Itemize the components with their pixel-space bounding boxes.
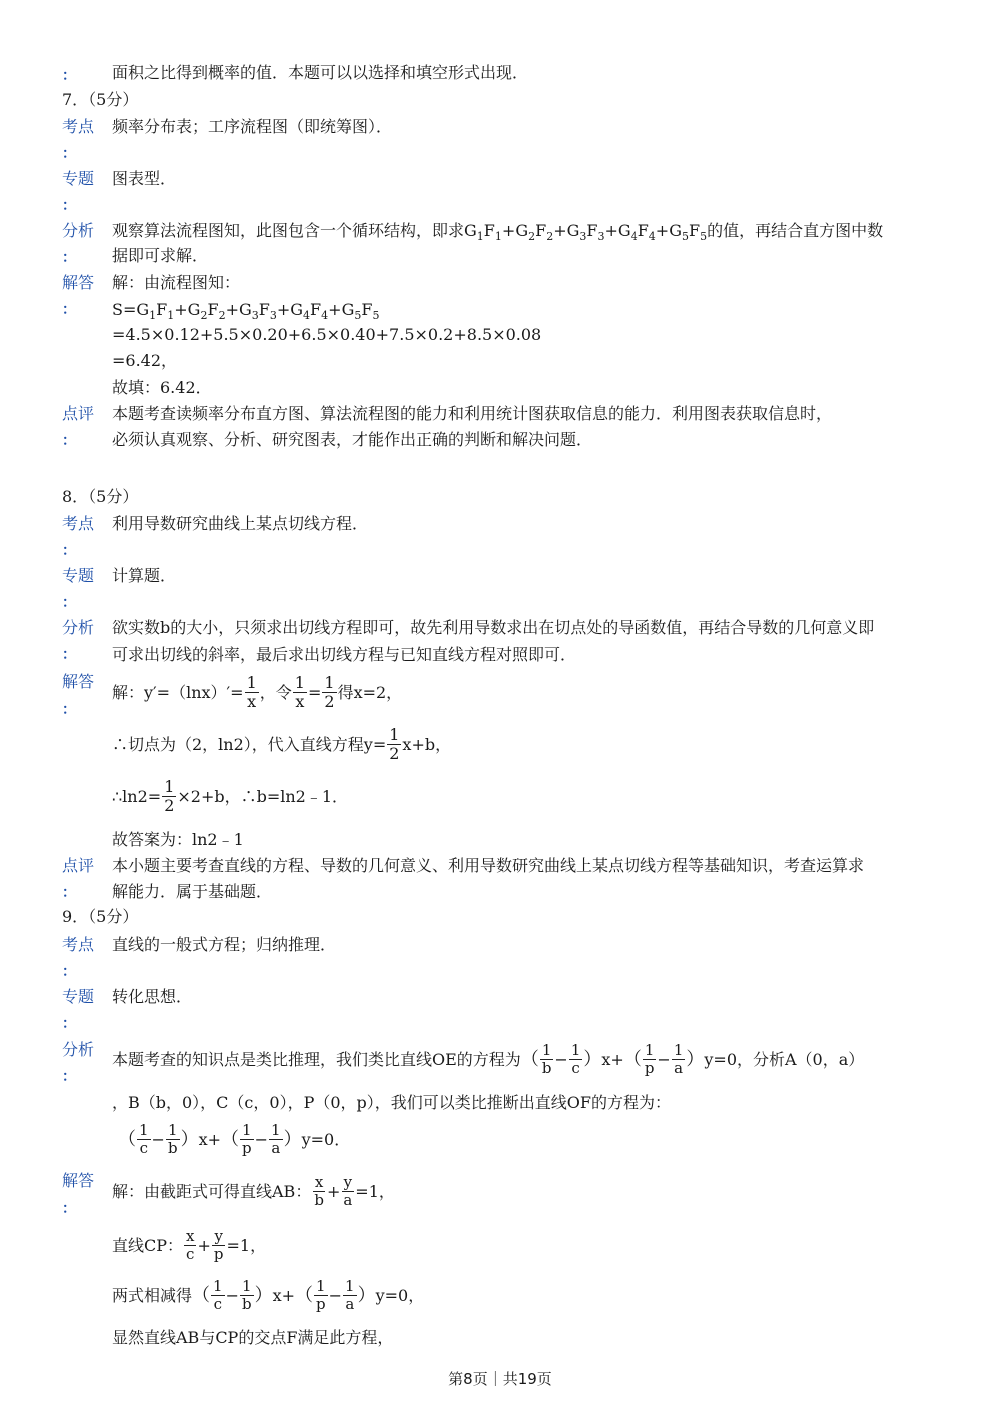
label-colon: ： bbox=[62, 1201, 76, 1217]
q9-jieda-line3: 两式相减得 （ $\frac{1}{c}$ − $\frac{1}{b}$ ） x+ （ $\frac{1}{p}$ − $\frac{1}{a}$ ） y=0， bbox=[112, 1277, 425, 1313]
q8-dianping-line1: 本小题主要考查直线的方程、导数的几何意义、利用导数研究曲线上某点切线方程等基础知识，考查运算求 bbox=[112, 856, 865, 875]
q7-jieda-line4: =6.42， bbox=[112, 351, 178, 370]
fraction: $\frac{x}{c}$ bbox=[186, 1227, 195, 1263]
q8-fenxi-line1: 欲实数b的大小，只须求出切线方程即可，故先利用导数求出在切点处的导函数值，再结合导数的几何意义即 bbox=[112, 618, 875, 637]
q9-fenxi-label: 分析 bbox=[62, 1040, 95, 1059]
q9-jieda-label: 解答 bbox=[62, 1171, 95, 1190]
q8-kaodian-label: 考点 bbox=[62, 514, 95, 533]
q9-fenxi-line3: （ $\frac{1}{c}$ − $\frac{1}{b}$ ） x+ （ $\frac{1}{p}$ − $\frac{1}{a}$ ） y=0． bbox=[118, 1121, 351, 1157]
q9-jieda-line4: 显然直线AB与CP的交点F满足此方程， bbox=[112, 1328, 394, 1347]
q9-jieda-line1: 解：由截距式可得直线AB： $\frac{x}{b}$ + $\frac{y}{a}$ =1， bbox=[112, 1173, 395, 1209]
q9-jieda-line2: 直线CP： $\frac{x}{c}$ + $\frac{y}{p}$ =1， bbox=[112, 1227, 267, 1263]
fraction: $\frac{1}{p}$ bbox=[316, 1277, 326, 1313]
label-colon: ： bbox=[62, 1069, 76, 1085]
q7-dianping-label: 点评 bbox=[62, 404, 95, 423]
fraction: $\frac{1}{2}$ bbox=[324, 673, 335, 711]
q9-header: 9．（5分） bbox=[62, 907, 139, 926]
fraction: $\frac{1}{c}$ bbox=[139, 1121, 149, 1157]
q7-zhuanti-text: 图表型． bbox=[112, 169, 177, 188]
q8-dianping-label: 点评 bbox=[62, 856, 95, 875]
fraction: $\frac{x}{b}$ bbox=[314, 1173, 324, 1209]
q8-jieda-line4: 故答案为：ln2﹣1 bbox=[112, 830, 244, 849]
fraction: $\frac{1}{b}$ bbox=[241, 1277, 252, 1313]
q7-fenxi-label: 分析 bbox=[62, 221, 95, 240]
fraction: $\frac{1}{2}$ bbox=[389, 725, 400, 763]
fraction: $\frac{1}{2}$ bbox=[164, 777, 175, 815]
q8-dianping-line2: 解能力．属于基础题． bbox=[112, 882, 273, 901]
fraction: $\frac{y}{p}$ bbox=[213, 1227, 224, 1263]
q9-kaodian-label: 考点 bbox=[62, 935, 95, 954]
q8-kaodian-text: 利用导数研究曲线上某点切线方程． bbox=[112, 514, 369, 533]
q7-jieda-line3: =4.5×0.12+5.5×0.20+6.5×0.40+7.5×0.2+8.5×0.08 bbox=[112, 325, 542, 344]
q8-jieda-line2: ∴切点为（2，ln2），代入直线方程y= $\frac{1}{2}$ x+b， bbox=[112, 725, 452, 763]
q9-zhuanti-text: 转化思想． bbox=[112, 987, 193, 1006]
label-colon: ： bbox=[62, 68, 76, 84]
label-colon: ： bbox=[62, 302, 76, 318]
q8-fenxi-line2: 可求出切线的斜率，最后求出切线方程与已知直线方程对照即可． bbox=[112, 645, 577, 664]
q8-jieda-line3: ∴ln2= $\frac{1}{2}$ ×2+b，∴b=ln2﹣1． bbox=[112, 777, 349, 815]
q8-zhuanti-text: 计算题． bbox=[112, 566, 177, 585]
label-colon: ： bbox=[62, 146, 76, 162]
fraction: $\frac{1}{b}$ bbox=[167, 1121, 178, 1157]
fraction: $\frac{1}{a}$ bbox=[271, 1121, 281, 1157]
label-colon: ： bbox=[62, 198, 76, 214]
q9-fenxi-line2: ，B（b，0），C（c，0），P（0，p），我们可以类比推断出直线OF的方程为： bbox=[112, 1093, 671, 1112]
q8-fenxi-label: 分析 bbox=[62, 618, 95, 637]
q7-fenxi-line2: 据即可求解． bbox=[112, 246, 209, 265]
fraction: $\frac{1}{b}$ bbox=[541, 1041, 552, 1077]
q7-fenxi-line1: 观察算法流程图知，此图包含一个循环结构，即求$G_1F_1+G_2F_2+G_3F_3+G_4F_4+G_5F_5$的值，再结合直方图中数 bbox=[112, 221, 884, 244]
q7-header: 7．（5分） bbox=[62, 90, 139, 109]
q7-zhuanti-label: 专题 bbox=[62, 169, 95, 188]
fraction: $\frac{1}{p}$ bbox=[644, 1041, 655, 1077]
fraction: $\frac{y}{a}$ bbox=[343, 1173, 353, 1209]
q8-header: 8．（5分） bbox=[62, 487, 139, 506]
label-colon: ： bbox=[62, 543, 76, 559]
q7-kaodian-text: 频率分布表；工序流程图（即统筹图）． bbox=[112, 117, 393, 136]
q9-kaodian-text: 直线的一般式方程；归纳推理． bbox=[112, 935, 337, 954]
q7-jieda-label: 解答 bbox=[62, 273, 95, 292]
q8-jieda-line1: 解：y′=（lnx）′= $\frac{1}{x}$ ，令 $\frac{1}{x}$ = $\frac{1}{2}$ 得x=2， bbox=[112, 673, 403, 711]
label-colon: ： bbox=[62, 250, 76, 266]
fraction: $\frac{1}{a}$ bbox=[345, 1277, 355, 1313]
label-colon: ： bbox=[62, 702, 76, 718]
label-colon: ： bbox=[62, 595, 76, 611]
label-colon: ： bbox=[62, 1016, 76, 1032]
q7-kaodian-label: 考点 bbox=[62, 117, 95, 136]
q7-jieda-sum: $S=G_1F_1+G_2F_2+G_3F_3+G_4F_4+G_5F_5$ bbox=[112, 300, 380, 323]
fraction: $\frac{1}{x}$ bbox=[246, 673, 257, 711]
fraction: $\frac{1}{x}$ bbox=[294, 673, 305, 711]
q8-zhuanti-label: 专题 bbox=[62, 566, 95, 585]
q7-jieda-line1: 解：由流程图知： bbox=[112, 273, 241, 292]
fraction: $\frac{1}{a}$ bbox=[673, 1041, 684, 1077]
q7-dianping-line1: 本题考查读频率分布直方图、算法流程图的能力和利用统计图获取信息的能力．利用图表获取信息时， bbox=[112, 404, 833, 423]
label-colon: ： bbox=[62, 885, 76, 901]
fraction: $\frac{1}{p}$ bbox=[242, 1121, 252, 1157]
q9-zhuanti-label: 专题 bbox=[62, 987, 95, 1006]
prev-note-text: 面积之比得到概率的值．本题可以以选择和填空形式出现． bbox=[112, 63, 529, 82]
fraction: $\frac{1}{c}$ bbox=[570, 1041, 581, 1077]
fraction: $\frac{1}{c}$ bbox=[213, 1277, 223, 1313]
label-colon: ： bbox=[62, 647, 76, 663]
q8-jieda-label: 解答 bbox=[62, 672, 95, 691]
q9-fenxi-line1: 本题考查的知识点是类比推理，我们类比直线OE的方程为 （ $\frac{1}{b}$ − $\frac{1}{c}$ ） x+ （ $\frac{1}{p}$ − $\frac{1}{a}$ ） y=0，分析A（0，a） bbox=[112, 1041, 865, 1077]
label-colon: ： bbox=[62, 433, 76, 449]
page-footer: 第8页｜共19页 bbox=[448, 1370, 552, 1388]
label-colon: ： bbox=[62, 964, 76, 980]
q7-jieda-line5: 故填：6.42． bbox=[112, 378, 212, 397]
q7-dianping-line2: 必须认真观察、分析、研究图表，才能作出正确的判断和解决问题． bbox=[112, 430, 593, 449]
